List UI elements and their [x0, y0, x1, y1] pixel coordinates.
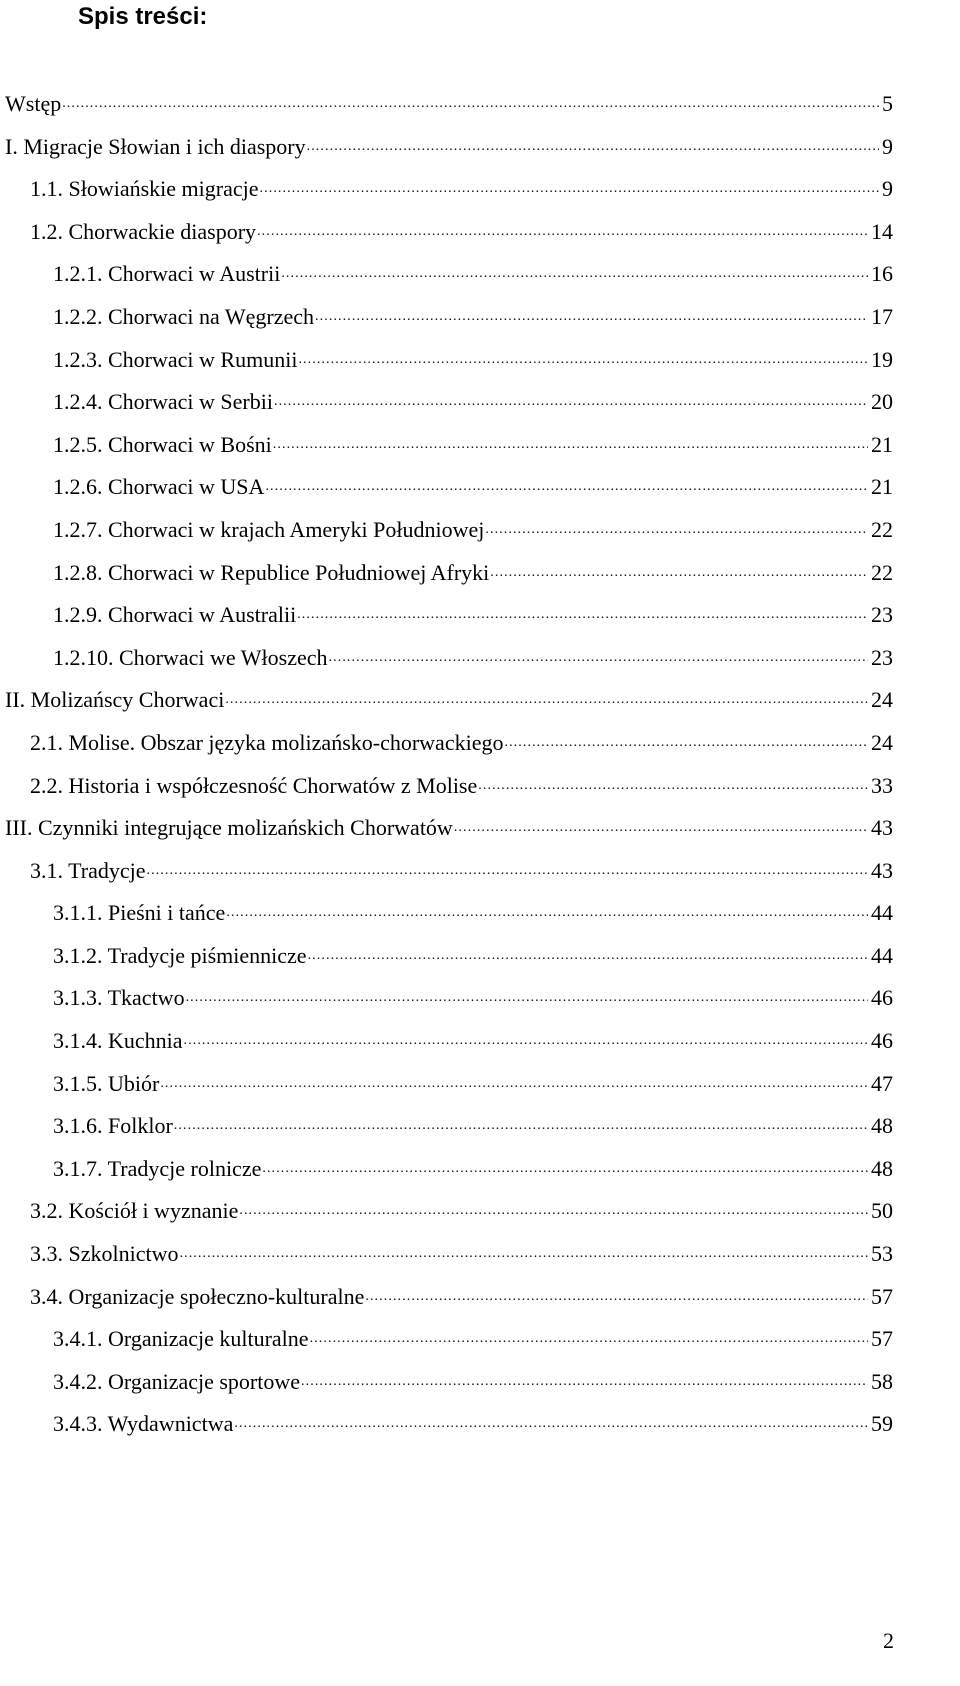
toc-entry-label: 2.2. Historia i współczesność Chorwatów z Molise	[30, 772, 478, 798]
toc-entry[interactable]	[0, 296, 960, 339]
toc-entry-label: 3.4. Organizacje społeczno-kulturalne	[30, 1283, 365, 1309]
toc-entry-label: 1.2.8. Chorwaci w Republice Południowej Afryki	[53, 559, 490, 585]
toc-entry[interactable]	[0, 1190, 960, 1233]
dot-leader	[184, 1026, 892, 1048]
dot-leader	[310, 1324, 892, 1346]
toc-entry[interactable]	[0, 1148, 960, 1191]
toc-entry[interactable]	[0, 552, 960, 595]
toc-entry-page: 9	[879, 168, 893, 211]
toc-entry-label: 3.1.4. Kuchnia	[53, 1028, 183, 1054]
toc-entry-page: 53	[868, 1233, 893, 1276]
toc-entry-label: 3.1. Tradycje	[30, 857, 146, 883]
dot-leader	[226, 898, 892, 920]
toc-entry[interactable]	[0, 679, 960, 722]
dot-leader	[62, 89, 892, 111]
dot-leader	[281, 259, 892, 281]
toc-entry-page: 21	[868, 424, 893, 467]
toc-entry-label: 1.2.5. Chorwaci w Bośni	[53, 431, 272, 457]
toc-entry[interactable]	[0, 1318, 960, 1361]
toc-entry-label: 2.1. Molise. Obszar języka molizańsko-chorwackiego	[30, 729, 504, 755]
toc-entry[interactable]	[0, 1403, 960, 1446]
toc-entry[interactable]	[0, 466, 960, 509]
dot-leader	[265, 472, 892, 494]
toc-entry-label: 1.2. Chorwackie diaspory	[30, 218, 257, 244]
toc-entry-page: 47	[868, 1063, 893, 1106]
toc-entry-page: 44	[868, 892, 893, 935]
toc-entry-page: 14	[868, 211, 893, 254]
toc-entry-label: 3.2. Kościół i wyznanie	[30, 1198, 239, 1224]
toc-entry[interactable]	[0, 381, 960, 424]
dot-leader	[147, 856, 893, 878]
toc-entry-page: 50	[868, 1190, 893, 1233]
toc-entry-label: 3.4.3. Wydawnictwa	[53, 1411, 234, 1437]
dot-leader	[490, 558, 892, 580]
toc-entry-label: 3.4.1. Organizacje kulturalne	[53, 1326, 309, 1352]
dot-leader	[298, 345, 892, 367]
toc-entry-page: 43	[868, 807, 893, 850]
toc-entry-page: 22	[868, 552, 893, 595]
toc-entry-page: 43	[868, 850, 893, 893]
toc-entry-page: 24	[868, 722, 893, 765]
toc-entry-label: 3.4.2. Organizacje sportowe	[53, 1368, 301, 1394]
dot-leader	[225, 685, 892, 707]
toc-entry-page: 57	[868, 1318, 893, 1361]
toc-entry-label: 1.2.1. Chorwaci w Austrii	[53, 261, 281, 287]
toc-entry-label: Wstęp	[5, 91, 62, 116]
toc-entry[interactable]	[0, 1233, 960, 1276]
toc-entry[interactable]	[0, 892, 960, 935]
toc-entry-page: 24	[868, 679, 893, 722]
toc-entry-label: 3.1.5. Ubiór	[53, 1070, 160, 1096]
toc-entry-label: 3.1.2. Tradycje piśmiennicze	[53, 942, 307, 968]
toc-entry-label: III. Czynniki integrujące molizańskich Chorwatów	[5, 815, 453, 841]
toc-entry[interactable]	[0, 126, 960, 169]
toc-entry-label: 3.1.3. Tkactwo	[53, 985, 185, 1011]
toc-entry[interactable]	[0, 722, 960, 765]
dot-leader	[301, 1367, 892, 1389]
dot-leader	[234, 1409, 892, 1431]
toc-entry-page: 44	[868, 935, 893, 978]
toc-entry-page: 46	[868, 1020, 893, 1063]
toc-entry-page: 57	[868, 1276, 893, 1319]
toc-entry[interactable]	[0, 253, 960, 296]
toc-entry-label: 3.1.6. Folklor	[53, 1113, 173, 1139]
toc-entry-label: 1.2.7. Chorwaci w krajach Ameryki Południowej	[53, 516, 485, 542]
toc-entry[interactable]	[0, 1063, 960, 1106]
dot-leader	[262, 1154, 892, 1176]
toc-entry-page: 33	[868, 765, 893, 808]
toc-entry[interactable]	[0, 977, 960, 1020]
dot-leader	[365, 1282, 892, 1304]
toc-entry[interactable]	[0, 1020, 960, 1063]
dot-leader	[297, 600, 892, 622]
toc-entry-label: I. Migracje Słowian i ich diaspory	[5, 133, 306, 159]
dot-leader	[308, 941, 892, 963]
toc-entry-label: 1.2.4. Chorwaci w Serbii	[53, 389, 273, 415]
page-number: 2	[883, 1628, 894, 1653]
toc-entry[interactable]	[0, 594, 960, 637]
table-of-contents	[0, 83, 960, 1446]
toc-entry[interactable]	[0, 637, 960, 680]
toc-entry-label: 1.2.9. Chorwaci w Australii	[53, 602, 297, 628]
toc-entry-page: 23	[868, 594, 893, 637]
dot-leader	[454, 813, 892, 835]
toc-entry[interactable]	[0, 765, 960, 808]
toc-entry-page: 22	[868, 509, 893, 552]
toc-entry[interactable]	[0, 424, 960, 467]
toc-entry-page: 20	[868, 381, 893, 424]
toc-entry[interactable]	[0, 83, 960, 126]
dot-leader	[186, 983, 892, 1005]
toc-entry[interactable]	[0, 850, 960, 893]
toc-entry[interactable]	[0, 168, 960, 211]
dot-leader	[307, 132, 892, 154]
dot-leader	[257, 217, 892, 239]
toc-entry[interactable]	[0, 509, 960, 552]
toc-entry[interactable]	[0, 807, 960, 850]
dot-leader	[274, 387, 892, 409]
dot-leader	[273, 430, 892, 452]
dot-leader	[478, 771, 892, 793]
dot-leader	[485, 515, 892, 537]
toc-entry-label: 1.1. Słowiańskie migracje	[30, 176, 259, 202]
toc-entry[interactable]	[0, 1361, 960, 1404]
dot-leader	[315, 302, 892, 324]
toc-entry-page: 46	[868, 977, 893, 1020]
toc-entry-label: 1.2.6. Chorwaci w USA	[53, 474, 265, 500]
toc-entry[interactable]	[0, 339, 960, 382]
toc-entry-label: 1.2.2. Chorwaci na Węgrzech	[53, 303, 315, 329]
toc-entry[interactable]	[0, 211, 960, 254]
toc-entry-page: 19	[868, 339, 893, 382]
toc-entry-page: 59	[868, 1403, 893, 1446]
page-title: Spis treści:	[78, 3, 208, 30]
toc-entry-page: 16	[868, 253, 893, 296]
toc-entry-label: 1.2.3. Chorwaci w Rumunii	[53, 346, 298, 372]
dot-leader	[174, 1111, 892, 1133]
toc-entry-label: 3.3. Szkolnictwo	[30, 1241, 179, 1267]
toc-entry[interactable]	[0, 1276, 960, 1319]
toc-entry-label: 1.2.10. Chorwaci we Włoszech	[53, 644, 328, 670]
toc-entry-page: 23	[868, 637, 893, 680]
dot-leader	[180, 1239, 893, 1261]
toc-entry[interactable]	[0, 935, 960, 978]
dot-leader	[239, 1196, 892, 1218]
toc-entry-label: 3.1.7. Tradycje rolnicze	[53, 1155, 262, 1181]
toc-entry-page: 5	[879, 83, 893, 126]
dot-leader	[260, 174, 892, 196]
toc-entry-page: 48	[868, 1148, 893, 1191]
toc-entry-label: II. Molizańscy Chorwaci	[5, 687, 225, 713]
toc-entry-page: 9	[879, 126, 893, 169]
toc-entry[interactable]	[0, 1105, 960, 1148]
toc-entry-page: 21	[868, 466, 893, 509]
dot-leader	[160, 1069, 892, 1091]
toc-entry-page: 17	[868, 296, 893, 339]
toc-entry-label: 3.1.1. Pieśni i tańce	[53, 900, 226, 926]
dot-leader	[329, 643, 892, 665]
dot-leader	[504, 728, 892, 750]
toc-entry-page: 58	[868, 1361, 893, 1404]
toc-entry-page: 48	[868, 1105, 893, 1148]
